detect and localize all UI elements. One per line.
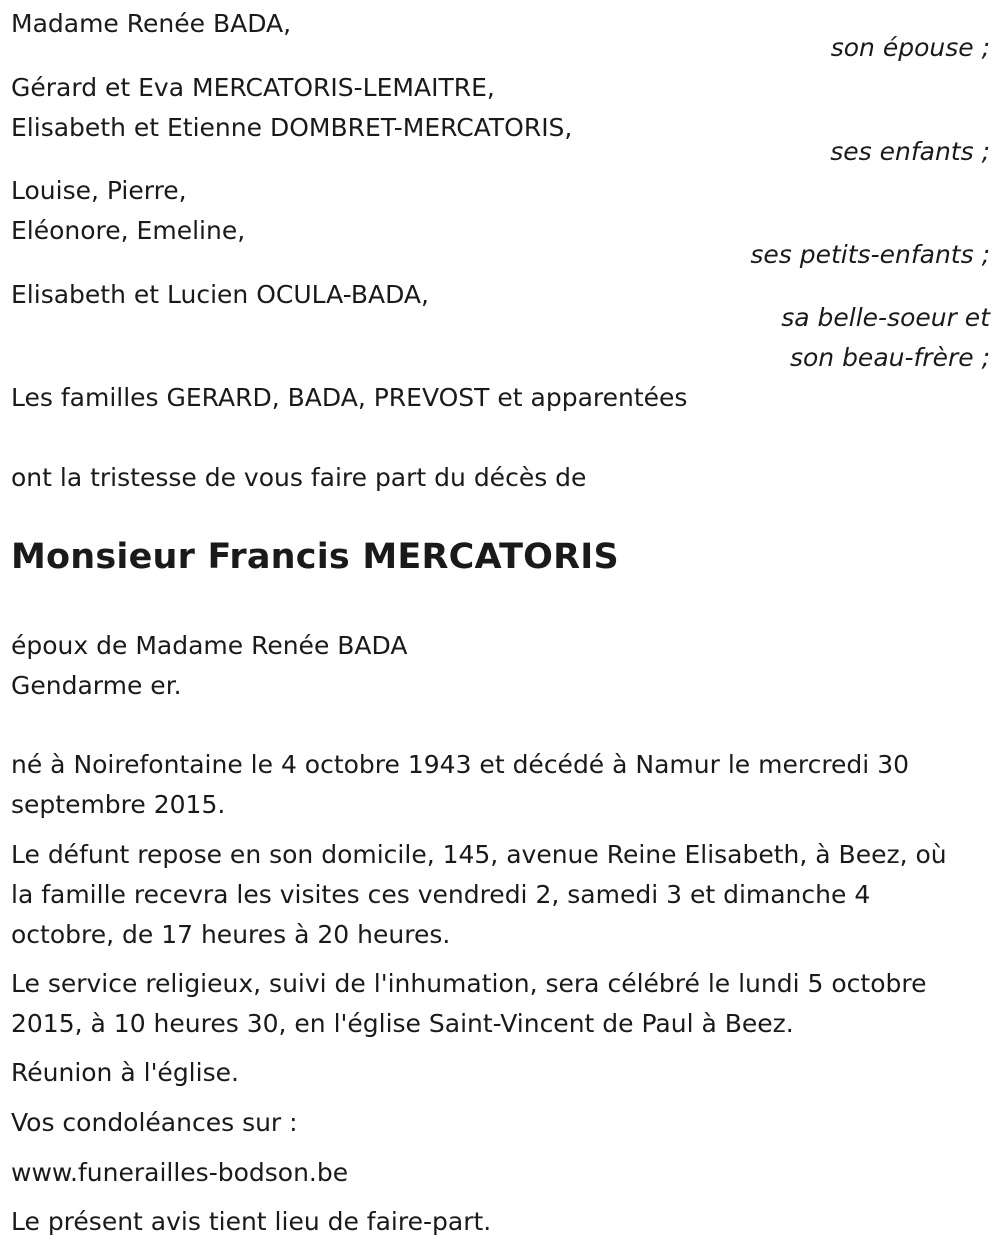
grandchild-name: Louise, Pierre, [11,176,187,205]
grandchildren-role: ses petits-enfants ; [750,240,990,269]
in-laws-role-line: son beau-frère ; [789,343,990,372]
service-paragraph [11,964,990,1044]
grandchild-name: Eléonore, Emeline, [11,216,246,245]
notice-line: Le présent avis tient lieu de faire-part. [11,1207,492,1236]
birth-death-paragraph [11,745,990,825]
in-laws-role [781,298,990,378]
meeting-line: Réunion à l'église. [11,1058,239,1087]
child-name: Gérard et Eva MERCATORIS-LEMAITRE, [11,73,495,102]
spouse-name: Madame Renée BADA, [11,9,292,38]
announcement-text: ont la tristesse de vous faire part du décès de [11,463,587,492]
deceased-name: Monsieur Francis MERCATORIS [11,537,619,577]
condolences-label: Vos condoléances sur : [11,1108,298,1137]
occupation-line: Gendarme er. [11,671,182,700]
paragraph-line: septembre 2015. [11,790,226,819]
children-role: ses enfants ; [830,137,990,166]
in-laws-role-line: sa belle-soeur et [781,303,990,332]
visitation-paragraph [11,835,990,955]
in-law-name: Elisabeth et Lucien OCULA-BADA, [11,280,429,309]
paragraph-line: la famille recevra les visites ces vendredi 2, samedi 3 et dimanche 4 [11,880,871,909]
spouse-of-line: époux de Madame Renée BADA [11,631,408,660]
spouse-role: son épouse ; [830,33,990,62]
families-line: Les familles GERARD, BADA, PREVOST et apparentées [11,383,688,412]
paragraph-line: Le défunt repose en son domicile, 145, avenue Reine Elisabeth, à Beez, où [11,840,947,869]
paragraph-line: 2015, à 10 heures 30, en l'église Saint-Vincent de Paul à Beez. [11,1009,794,1038]
website-link[interactable]: www.funerailles-bodson.be [11,1158,349,1187]
paragraph-line: né à Noirefontaine le 4 octobre 1943 et décédé à Namur le mercredi 30 [11,750,910,779]
paragraph-line: Le service religieux, suivi de l'inhumation, sera célébré le lundi 5 octobre [11,969,927,998]
child-name: Elisabeth et Etienne DOMBRET-MERCATORIS, [11,113,573,142]
deceased-details [11,626,990,706]
paragraph-line: octobre, de 17 heures à 20 heures. [11,920,451,949]
